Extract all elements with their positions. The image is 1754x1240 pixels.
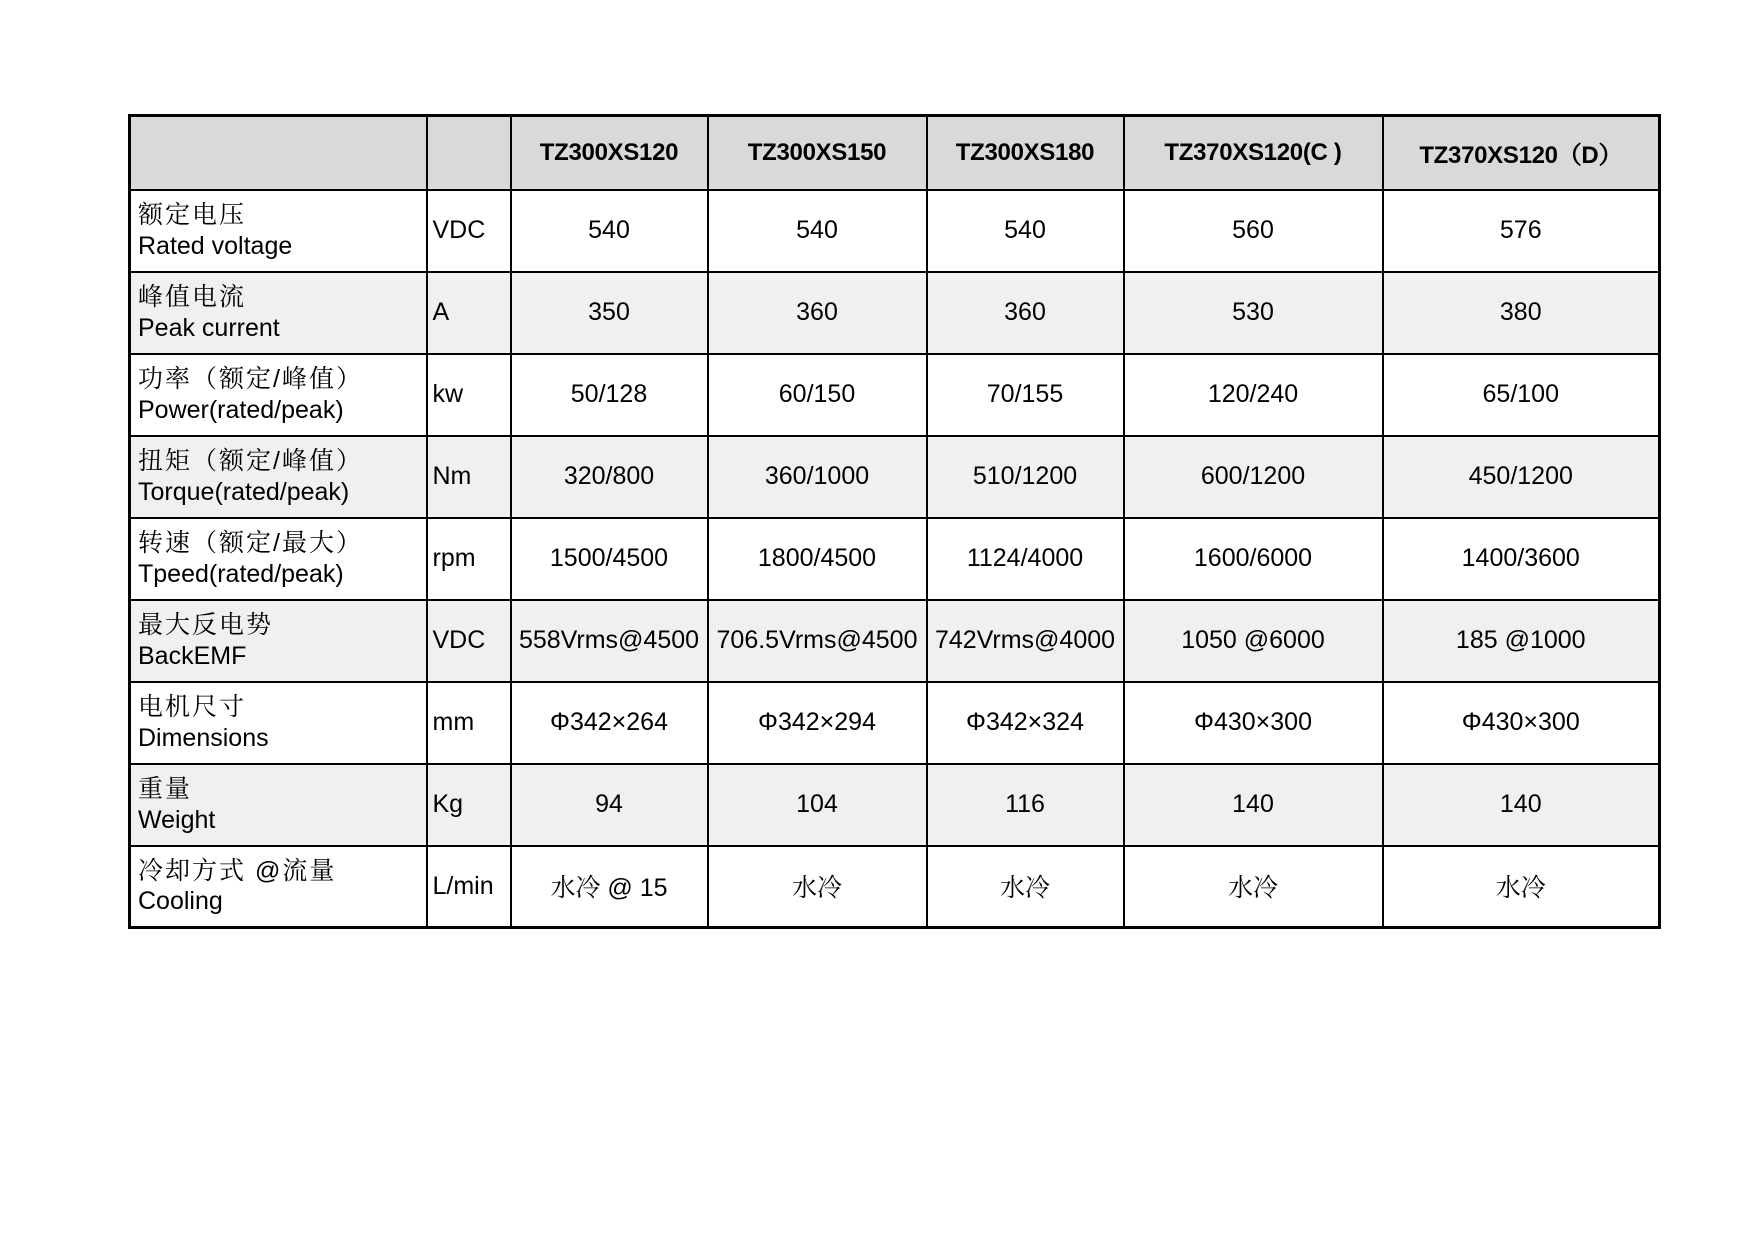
row-label-chinese: 额定电压 xyxy=(138,201,247,229)
unit-cell: kw xyxy=(427,354,511,436)
value-cell: 104 xyxy=(708,764,927,846)
row-label-english: Cooling xyxy=(138,887,223,916)
model-column-header: TZ370XS120（D） xyxy=(1383,116,1660,190)
row-label-english: BackEMF xyxy=(138,641,247,670)
value-cell: Φ342×264 xyxy=(511,682,708,764)
value-cell: 1124/4000 xyxy=(927,518,1124,600)
row-label-cell xyxy=(130,518,427,600)
value-cell: 540 xyxy=(511,190,708,272)
value-cell: 140 xyxy=(1383,764,1660,846)
model-column-header: TZ300XS180 xyxy=(927,116,1124,190)
corner-header-cell xyxy=(427,116,511,190)
row-label-chinese: 电机尺寸 xyxy=(138,693,247,721)
value-cell: 706.5Vrms@4500 xyxy=(708,600,927,682)
row-label-chinese: 扭矩（额定/峰值） xyxy=(138,447,363,475)
value-cell: 水冷 xyxy=(708,846,927,928)
unit-cell: Nm xyxy=(427,436,511,518)
model-column-header: TZ300XS120 xyxy=(511,116,708,190)
row-label-cell xyxy=(130,682,427,764)
value-cell: 185 @1000 xyxy=(1383,600,1660,682)
value-cell: 水冷 xyxy=(927,846,1124,928)
value-cell: 1500/4500 xyxy=(511,518,708,600)
value-cell: 360 xyxy=(927,272,1124,354)
row-label-cell xyxy=(130,354,427,436)
unit-cell: rpm xyxy=(427,518,511,600)
row-label-english: Weight xyxy=(138,805,216,834)
table-row xyxy=(130,518,1660,600)
row-label-chinese: 峰值电流 xyxy=(138,283,247,311)
value-cell: 576 xyxy=(1383,190,1660,272)
value-cell: Φ430×300 xyxy=(1124,682,1383,764)
row-label-english: Torque(rated/peak) xyxy=(138,477,350,506)
unit-cell: L/min xyxy=(427,846,511,928)
value-cell: 50/128 xyxy=(511,354,708,436)
value-cell: 水冷 @ 15 xyxy=(511,846,708,928)
unit-cell: A xyxy=(427,272,511,354)
table-row xyxy=(130,600,1660,682)
row-label-chinese: 最大反电势 xyxy=(138,611,274,639)
table-row xyxy=(130,846,1660,928)
value-cell: 530 xyxy=(1124,272,1383,354)
unit-cell: VDC xyxy=(427,600,511,682)
value-cell: 1800/4500 xyxy=(708,518,927,600)
value-cell: 510/1200 xyxy=(927,436,1124,518)
motor-spec-table xyxy=(128,114,1661,929)
row-label-chinese: 功率（额定/峰值） xyxy=(138,365,363,393)
value-cell: 360 xyxy=(708,272,927,354)
value-cell: 水冷 xyxy=(1124,846,1383,928)
value-cell: 450/1200 xyxy=(1383,436,1660,518)
value-cell: 350 xyxy=(511,272,708,354)
table-row xyxy=(130,682,1660,764)
header-row xyxy=(130,116,1660,190)
corner-header-cell xyxy=(130,116,427,190)
row-label-cell xyxy=(130,600,427,682)
row-label-english: Tpeed(rated/peak) xyxy=(138,559,344,588)
value-cell: 1050 @6000 xyxy=(1124,600,1383,682)
value-cell: 360/1000 xyxy=(708,436,927,518)
table-body xyxy=(130,190,1660,928)
row-label-cell xyxy=(130,764,427,846)
row-label-english: Rated voltage xyxy=(138,231,293,260)
value-cell: 65/100 xyxy=(1383,354,1660,436)
row-label-cell xyxy=(130,436,427,518)
value-cell: 116 xyxy=(927,764,1124,846)
table-row xyxy=(130,764,1660,846)
row-label-english: Peak current xyxy=(138,313,280,342)
row-label-cell xyxy=(130,846,427,928)
table-row xyxy=(130,190,1660,272)
value-cell: 380 xyxy=(1383,272,1660,354)
value-cell: 60/150 xyxy=(708,354,927,436)
row-label-cell xyxy=(130,272,427,354)
unit-cell: mm xyxy=(427,682,511,764)
value-cell: 120/240 xyxy=(1124,354,1383,436)
value-cell: 540 xyxy=(927,190,1124,272)
table-row xyxy=(130,436,1660,518)
value-cell: 94 xyxy=(511,764,708,846)
row-label-english: Dimensions xyxy=(138,723,269,752)
value-cell: Φ342×294 xyxy=(708,682,927,764)
value-cell: 320/800 xyxy=(511,436,708,518)
value-cell: 560 xyxy=(1124,190,1383,272)
value-cell: 70/155 xyxy=(927,354,1124,436)
value-cell: 540 xyxy=(708,190,927,272)
model-column-header: TZ370XS120(C ) xyxy=(1124,116,1383,190)
value-cell: 558Vrms@4500 xyxy=(511,600,708,682)
value-cell: 1400/3600 xyxy=(1383,518,1660,600)
value-cell: Φ342×324 xyxy=(927,682,1124,764)
row-label-cell xyxy=(130,190,427,272)
model-column-header: TZ300XS150 xyxy=(708,116,927,190)
row-label-chinese: 重量 xyxy=(138,775,193,803)
table-row xyxy=(130,272,1660,354)
value-cell: 140 xyxy=(1124,764,1383,846)
value-cell: 600/1200 xyxy=(1124,436,1383,518)
row-label-chinese: 冷却方式 @流量 xyxy=(138,856,337,885)
value-cell: 1600/6000 xyxy=(1124,518,1383,600)
value-cell: Φ430×300 xyxy=(1383,682,1660,764)
row-label-chinese: 转速（额定/最大） xyxy=(138,529,363,557)
table-row xyxy=(130,354,1660,436)
unit-cell: VDC xyxy=(427,190,511,272)
value-cell: 水冷 xyxy=(1383,846,1660,928)
unit-cell: Kg xyxy=(427,764,511,846)
row-label-english: Power(rated/peak) xyxy=(138,395,344,424)
value-cell: 742Vrms@4000 xyxy=(927,600,1124,682)
